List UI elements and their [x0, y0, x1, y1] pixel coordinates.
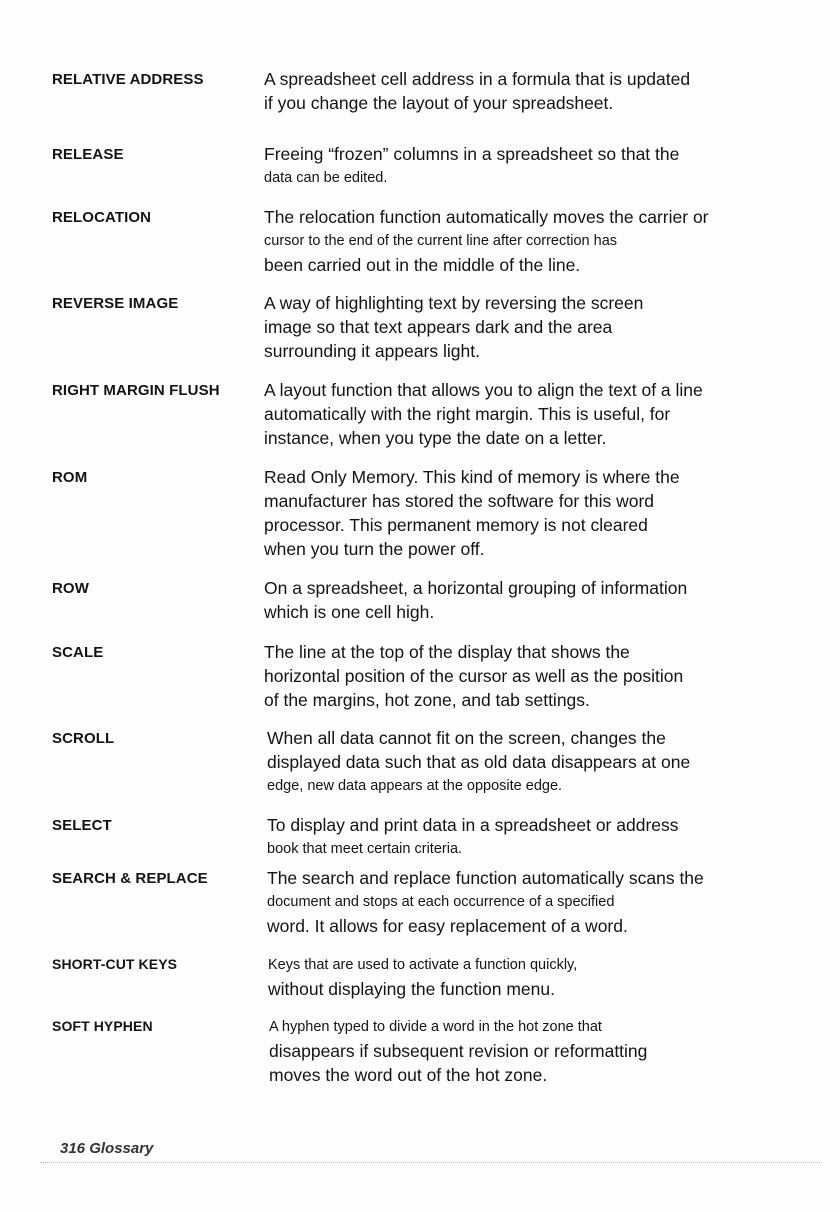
definition-line: when you turn the power off.	[264, 539, 485, 559]
definition-line: Keys that are used to activate a function quickly,	[268, 957, 578, 973]
glossary-term: ROW	[52, 580, 89, 597]
glossary-term: RIGHT MARGIN FLUSH	[52, 382, 220, 399]
definition-line: book that meet certain criteria.	[267, 841, 463, 857]
definition-line: data can be edited.	[264, 170, 388, 186]
definition-line: word. It allows for easy replacement of a word.	[267, 916, 628, 936]
glossary-term: RELATIVE ADDRESS	[52, 71, 204, 88]
definition-line: Freeing “frozen” columns in a spreadsheet so that the	[264, 144, 680, 164]
definition-line: without displaying the function menu.	[268, 979, 555, 999]
glossary-definition	[267, 866, 747, 938]
glossary-definition	[264, 291, 744, 363]
definition-line: horizontal position of the cursor as well as the position	[264, 666, 684, 686]
definition-line: disappears if subsequent revision or reformatting	[269, 1041, 648, 1061]
definition-line: automatically with the right margin. This is useful, for	[264, 404, 671, 424]
glossary-definition	[264, 142, 744, 190]
definition-line: been carried out in the middle of the line.	[264, 255, 581, 275]
glossary-definition	[264, 205, 744, 277]
glossary-definition	[264, 640, 744, 712]
definition-line: When all data cannot fit on the screen, changes the	[267, 728, 666, 748]
glossary-definition	[268, 953, 748, 1001]
definition-line: image so that text appears dark and the area	[264, 317, 613, 337]
definition-line: The search and replace function automatically scans the	[267, 868, 704, 888]
glossary-term: SHORT-CUT KEYS	[52, 956, 178, 972]
glossary-term: SCROLL	[52, 730, 115, 747]
glossary-term: SEARCH & REPLACE	[52, 870, 208, 887]
glossary-definition	[267, 726, 747, 798]
glossary-definition	[264, 576, 744, 624]
definition-line: instance, when you type the date on a letter.	[264, 428, 607, 448]
definition-line: A hyphen typed to divide a word in the hot zone that	[269, 1019, 602, 1035]
page-folio: 316 Glossary	[60, 1140, 154, 1157]
page-footer	[40, 1132, 820, 1163]
definition-line: The relocation function automatically moves the carrier or	[264, 207, 709, 227]
definition-line: To display and print data in a spreadsheet or address	[267, 815, 679, 835]
definition-line: cursor to the end of the current line after correction has	[264, 233, 618, 249]
definition-line: On a spreadsheet, a horizontal grouping of information	[264, 578, 688, 598]
definition-line: surrounding it appears light.	[264, 341, 480, 361]
glossary-definition	[264, 378, 744, 450]
glossary-definition	[264, 465, 744, 561]
definition-line: if you change the layout of your spreadsheet.	[264, 93, 614, 113]
definition-line: Read Only Memory. This kind of memory is where the	[264, 467, 680, 487]
definition-line: edge, new data appears at the opposite edge.	[267, 778, 563, 794]
glossary-term: REVERSE IMAGE	[52, 295, 179, 312]
glossary-definition	[267, 813, 747, 861]
glossary-term: RELEASE	[52, 146, 124, 163]
definition-line: manufacturer has stored the software for this word	[264, 491, 655, 511]
glossary-term: RELOCATION	[52, 209, 152, 226]
definition-line: A way of highlighting text by reversing the screen	[264, 293, 644, 313]
definition-line: which is one cell high.	[264, 602, 435, 622]
definition-line: A layout function that allows you to align the text of a line	[264, 380, 703, 400]
glossary-definition	[264, 67, 744, 115]
definition-line: The line at the top of the display that shows the	[264, 642, 630, 662]
definition-line: of the margins, hot zone, and tab settings.	[264, 690, 590, 710]
glossary-term: SELECT	[52, 817, 112, 834]
definition-line: A spreadsheet cell address in a formula that is updated	[264, 69, 691, 89]
glossary-definition	[269, 1015, 749, 1087]
glossary-term: SOFT HYPHEN	[52, 1018, 153, 1034]
definition-line: moves the word out of the hot zone.	[269, 1065, 548, 1085]
definition-line: displayed data such that as old data disappears at one	[267, 752, 691, 772]
definition-line: processor. This permanent memory is not cleared	[264, 515, 648, 535]
glossary-term: ROM	[52, 469, 88, 486]
glossary-term: SCALE	[52, 644, 104, 661]
definition-line: document and stops at each occurrence of a specified	[267, 894, 615, 910]
